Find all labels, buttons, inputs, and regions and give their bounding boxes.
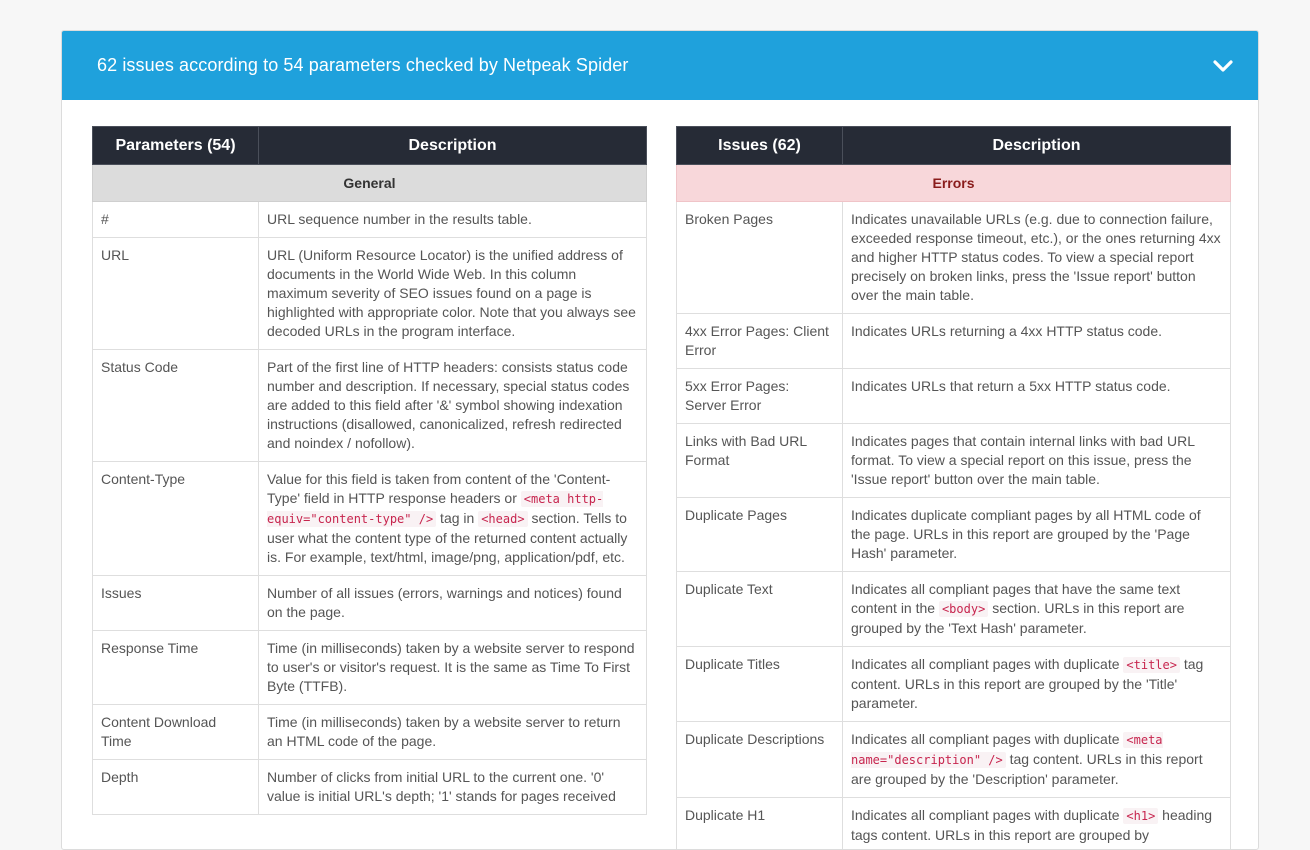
parameter-description: Time (in milliseconds) taken by a website server to respond to user's or visitor's request. It is the same as Time To First Byte (TTFB).: [259, 631, 647, 705]
issue-name: Links with Bad URL Format: [677, 424, 843, 498]
issue-name: 4xx Error Pages: Client Error: [677, 314, 843, 369]
table-row: [677, 314, 1231, 369]
description-text: heading tags content. URLs in this report are grouped by: [851, 807, 1212, 843]
column-header-parameters: Parameters (54): [93, 127, 259, 165]
table-row: [93, 350, 647, 462]
parameter-description: Number of all issues (errors, warnings and notices) found on the page.: [259, 576, 647, 631]
table-row: [677, 647, 1231, 722]
description-text: Indicates all compliant pages with duplicate: [851, 731, 1123, 747]
group-header-errors: Errors: [677, 165, 1231, 202]
parameter-description: URL (Uniform Resource Locator) is the unified address of documents in the World Wide Web. In this column maximum severity of SEO issues found on a page is highlighted with appropriate color. Note that you always see decoded URLs in the program interface.: [259, 238, 647, 350]
issue-name: Duplicate Pages: [677, 498, 843, 572]
table-row: [677, 424, 1231, 498]
description-text: Indicates all compliant pages that have the same text content in the: [851, 581, 1180, 616]
table-row: [93, 631, 647, 705]
issue-description: Indicates URLs returning a 4xx HTTP status code.: [843, 314, 1231, 369]
parameters-table: [92, 126, 647, 815]
code-snippet: <h1>: [1123, 808, 1158, 824]
parameter-name: Content-Type: [93, 462, 259, 576]
description-text: Indicates all compliant pages with duplicate: [851, 807, 1123, 823]
description-text: section. Tells to user what the content type of the returned content actually is. For example, text/html, image/png, application/pdf, etc.: [267, 510, 627, 565]
column-header-description: Description: [843, 127, 1231, 165]
chevron-down-icon[interactable]: [1212, 55, 1234, 77]
parameter-description: URL sequence number in the results table.: [259, 202, 647, 238]
column-header-issues: Issues (62): [677, 127, 843, 165]
table-row: [93, 576, 647, 631]
table-row: [677, 798, 1231, 850]
issue-description: Indicates duplicate compliant pages by all HTML code of the page. URLs in this report are grouped by the 'Page Hash' parameter.: [843, 498, 1231, 572]
parameter-description: Time (in milliseconds) taken by a website server to return an HTML code of the page.: [259, 705, 647, 760]
issue-description: [843, 798, 1231, 850]
issue-name: Duplicate Titles: [677, 647, 843, 722]
description-text: Indicates all compliant pages with duplicate: [851, 656, 1123, 672]
parameter-name: Issues: [93, 576, 259, 631]
issue-description: [843, 647, 1231, 722]
description-text: Value for this field is taken from content of the 'Content-Type' field in HTTP response headers or: [267, 471, 610, 506]
table-row: [93, 705, 647, 760]
parameter-description: [259, 462, 647, 576]
table-row: [677, 202, 1231, 314]
parameter-description: Number of clicks from initial URL to the current one. '0' value is initial URL's depth; '1' stands for pages received: [259, 760, 647, 815]
issues-panel: [61, 30, 1259, 850]
code-snippet: <title>: [1123, 657, 1180, 673]
parameter-description: Part of the first line of HTTP headers: consists status code number and description. If necessary, special status codes are added to this field after '&' symbol showing indexation instructions (disallowed, canonicalized, refresh redirected and noindex / nofollow).: [259, 350, 647, 462]
parameter-name: URL: [93, 238, 259, 350]
table-row: [93, 760, 647, 815]
panel-header[interactable]: [62, 31, 1258, 100]
issue-name: Duplicate Text: [677, 572, 843, 647]
description-text: tag in: [436, 510, 478, 526]
code-snippet: <meta http-equiv="content-type" />: [267, 491, 603, 527]
parameter-name: #: [93, 202, 259, 238]
parameter-name: Response Time: [93, 631, 259, 705]
table-row: [677, 572, 1231, 647]
column-header-description: Description: [259, 127, 647, 165]
issue-description: Indicates unavailable URLs (e.g. due to connection failure, exceeded response timeout, etc.), or the ones returning 4xx and higher HTTP status codes. To view a special report precisely on broken links, press the 'Issue report' button over the main table.: [843, 202, 1231, 314]
panel-title: 62 issues according to 54 parameters checked by Netpeak Spider: [97, 55, 629, 76]
issue-name: 5xx Error Pages: Server Error: [677, 369, 843, 424]
table-row: [677, 498, 1231, 572]
code-snippet: <head>: [478, 511, 527, 527]
parameter-name: Content Download Time: [93, 705, 259, 760]
table-row: [677, 369, 1231, 424]
description-text: tag content. URLs in this report are grouped by the 'Title' parameter.: [851, 656, 1203, 711]
issue-description: [843, 722, 1231, 798]
issue-description: [843, 572, 1231, 647]
group-header-general: General: [93, 165, 647, 202]
code-snippet: <meta name="description" />: [851, 732, 1163, 768]
description-text: section. URLs in this report are grouped by the 'Text Hash' parameter.: [851, 600, 1184, 636]
code-snippet: <body>: [939, 601, 988, 617]
table-row: [677, 722, 1231, 798]
issue-description: Indicates pages that contain internal links with bad URL format. To view a special report on this issue, press the 'Issue report' button over the main table.: [843, 424, 1231, 498]
issue-name: Duplicate Descriptions: [677, 722, 843, 798]
table-row: [93, 462, 647, 576]
issue-description: Indicates URLs that return a 5xx HTTP status code.: [843, 369, 1231, 424]
table-row: [93, 238, 647, 350]
table-row: [93, 202, 647, 238]
issue-name: Broken Pages: [677, 202, 843, 314]
description-text: tag content. URLs in this report are grouped by the 'Description' parameter.: [851, 751, 1203, 787]
issues-table: [676, 126, 1231, 850]
issue-name: Duplicate H1: [677, 798, 843, 850]
parameter-name: Depth: [93, 760, 259, 815]
parameter-name: Status Code: [93, 350, 259, 462]
